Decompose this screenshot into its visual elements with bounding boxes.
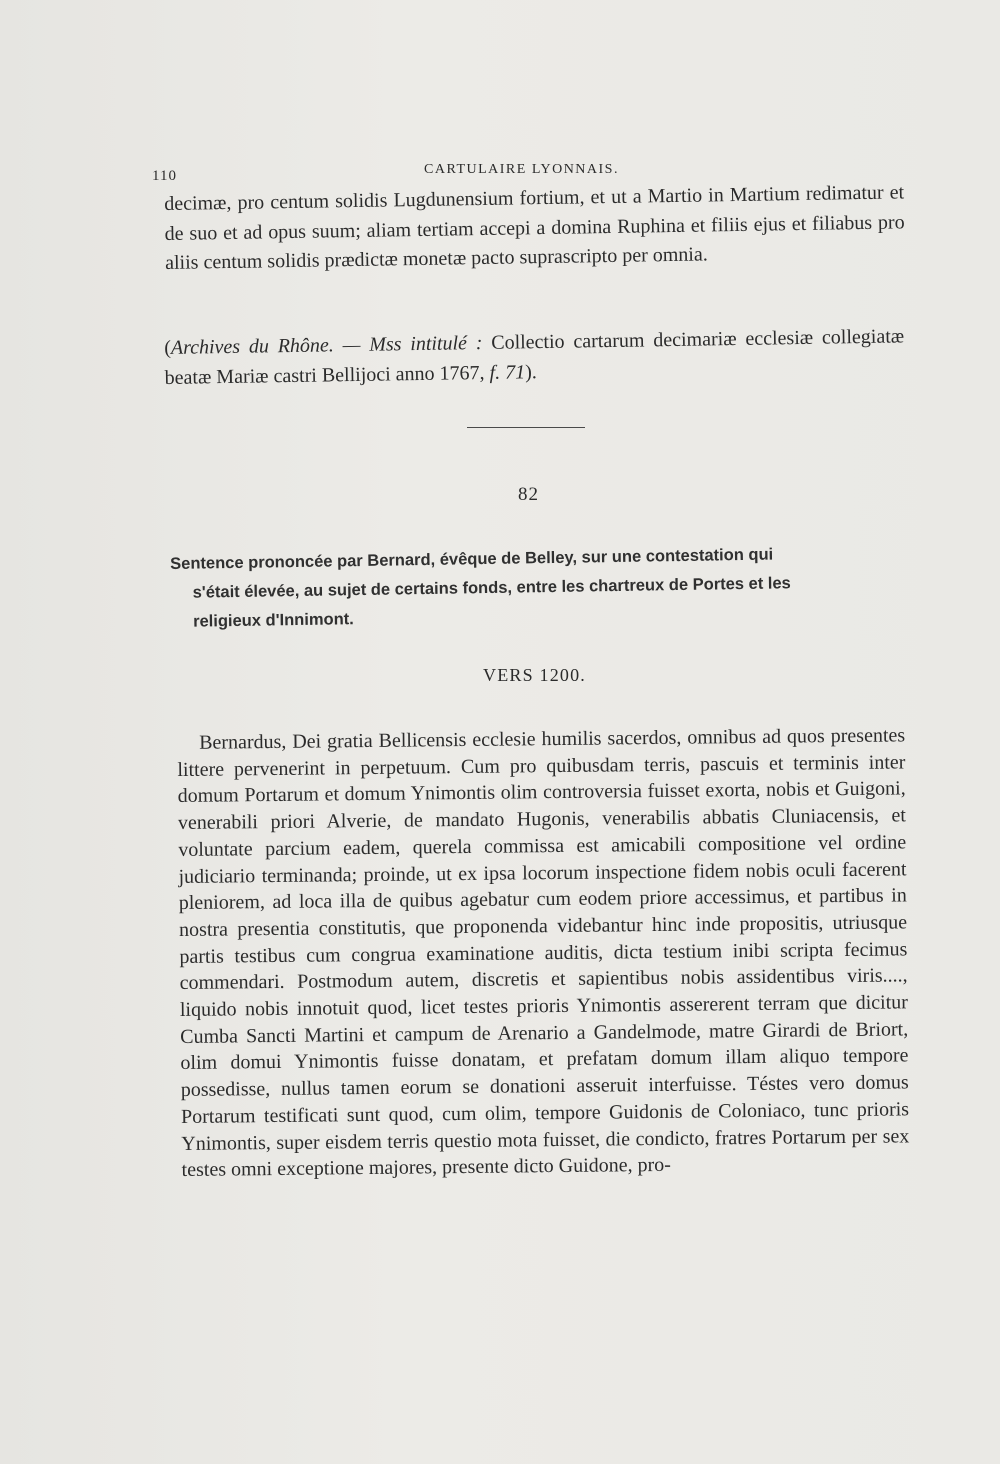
source-archive: Archives du Rhône. — Mss intitulé : (170, 332, 483, 359)
document-number: 82 (518, 484, 539, 505)
section-divider (467, 427, 585, 428)
source-open-paren: ( (164, 336, 172, 359)
source-note-text (164, 322, 905, 393)
source-note (164, 322, 905, 393)
document-title (170, 538, 907, 637)
continuation-paragraph (164, 178, 905, 278)
source-title: Collectio cartarum decimariæ ecclesiæ collegiatæ beatæ Mariæ castri Bellijoci anno 1767, (164, 325, 905, 389)
running-head: CARTULAIRE LYONNAIS. (424, 162, 619, 177)
continuation-text: decimæ, pro centum solidis Lugdunensium fortium, et ut a Martio in Martium redimatur et de suo et ad opus suum; aliam tertiam accepi a domina Ruphina et filiis ejus et filiabus pro aliis centum solidis prædictæ monetæ pacto suprascripto per omnia. (164, 181, 905, 275)
document-date: VERS 1200. (483, 665, 587, 685)
document-title-line-2: s'était élevée, au sujet de certains fonds, entre les chartreux de Portes et les (192, 574, 791, 602)
document-title-line-3: religieux d'Innimont. (192, 610, 354, 631)
source-close: ). (524, 360, 537, 383)
document-body (177, 722, 910, 1184)
page-number: 110 (152, 168, 177, 184)
document-body-text: Bernardus, Dei gratia Bellicensis ecclesie humilis sacerdos, omnibus ad quos presentes littere pervenerint in perpetuum. Cum pro quibusdam terris, pascuis et terminis inter domum Portarum et domum Ynimontis olim controversia fuisset exorta, nobis et Guigoni, venerabili priori Alverie, de mandato Hugonis, venerabilis abbatis Cluniacensis, et voluntate parcium eadem, querela commissa est amicabili compositione vel ordine judiciario terminanda; proinde, ut ex ipsa locorum inspectione fidem nobis oculi facerent pleniorem, ad loca illa de quibus agebatur cum eodem priore accessimus, et partibus in nostra presentia constitutis, que proponenda videbantur hinc inde propositis, utriusque partis testibus cum congrua examinatione auditis, dicta testium inibi scripta fecimus commendari. Postmodum autem, discretis et sapientibus nobis assidentibus viris...., liquido nobis innotuit quod, licet testes prioris Ynimontis assererent terram que dicitur Cumba Sancti Martini et campum de Arenario a Gandelmode, matre Girardi de Briort, olim domui Ynimontis fuisse donatam, et prefatam domum illam aliquo tempore possedisse, nullus tamen eorum se donationi asseruit interfuisse. Téstes vero domus Portarum testificati sunt quod, cum olim, tempore Guidonis de Coloniaco, tunc prioris Ynimontis, super eisdem terris questio mota fuisset, die condicto, fratres Portarum per sex testes omni exceptione majores, presente dicto Guidone, pro- (177, 724, 910, 1182)
document-title-line-1: Sentence prononcée par Bernard, évêque de Belley, sur une contestation qui (170, 545, 774, 573)
source-folio: f. 71 (489, 360, 526, 384)
